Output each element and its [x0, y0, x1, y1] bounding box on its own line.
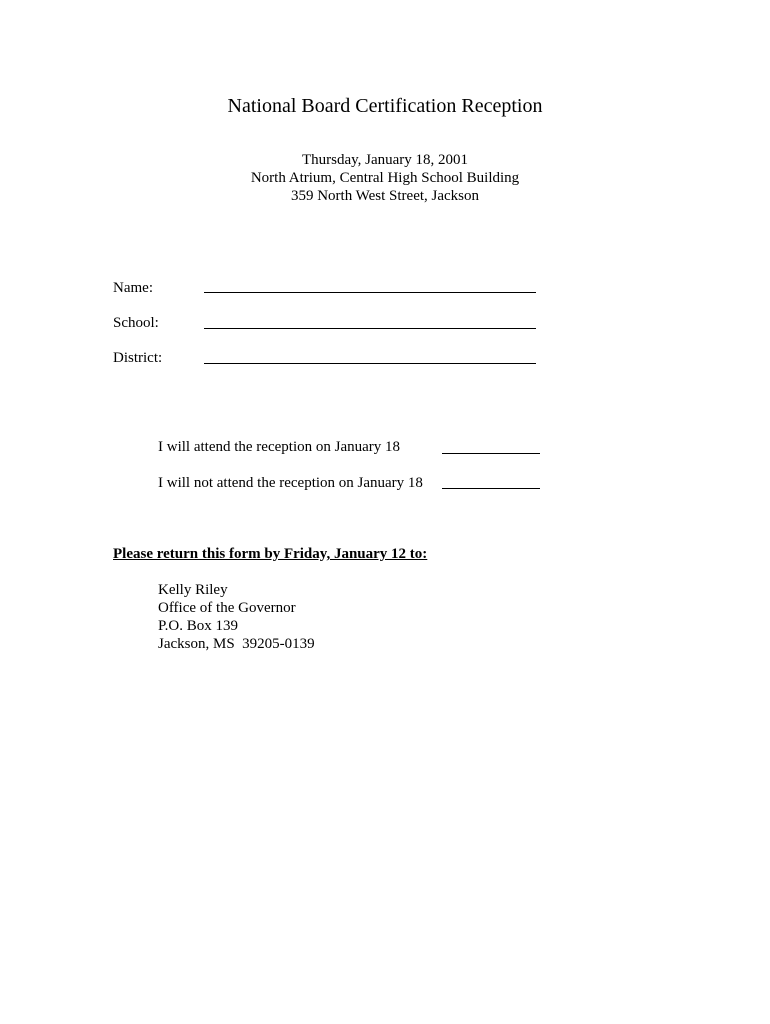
- school-field[interactable]: [204, 328, 536, 329]
- address-line: Office of the Governor: [158, 600, 296, 616]
- attend-field[interactable]: [442, 453, 540, 454]
- address-line: Kelly Riley: [158, 582, 228, 598]
- address-line: Jackson, MS 39205-0139: [158, 636, 315, 652]
- return-address: [158, 581, 315, 653]
- district-label: District:: [113, 350, 163, 366]
- name-field[interactable]: [204, 292, 536, 293]
- event-location: North Atrium, Central High School Building: [250, 170, 520, 186]
- not-attend-field[interactable]: [442, 488, 540, 489]
- event-date: Thursday, January 18, 2001: [301, 152, 469, 168]
- school-label: School:: [113, 315, 159, 331]
- name-label: Name:: [113, 280, 153, 296]
- district-field[interactable]: [204, 363, 536, 364]
- not-attend-label: I will not attend the reception on January 18: [158, 475, 423, 491]
- return-heading: Please return this form by Friday, January 12 to:: [113, 546, 428, 562]
- attend-label: I will attend the reception on January 18: [158, 439, 401, 455]
- event-details: [0, 151, 770, 205]
- event-address: 359 North West Street, Jackson: [290, 188, 480, 204]
- page-title: National Board Certification Reception: [227, 95, 543, 117]
- address-line: P.O. Box 139: [158, 618, 239, 634]
